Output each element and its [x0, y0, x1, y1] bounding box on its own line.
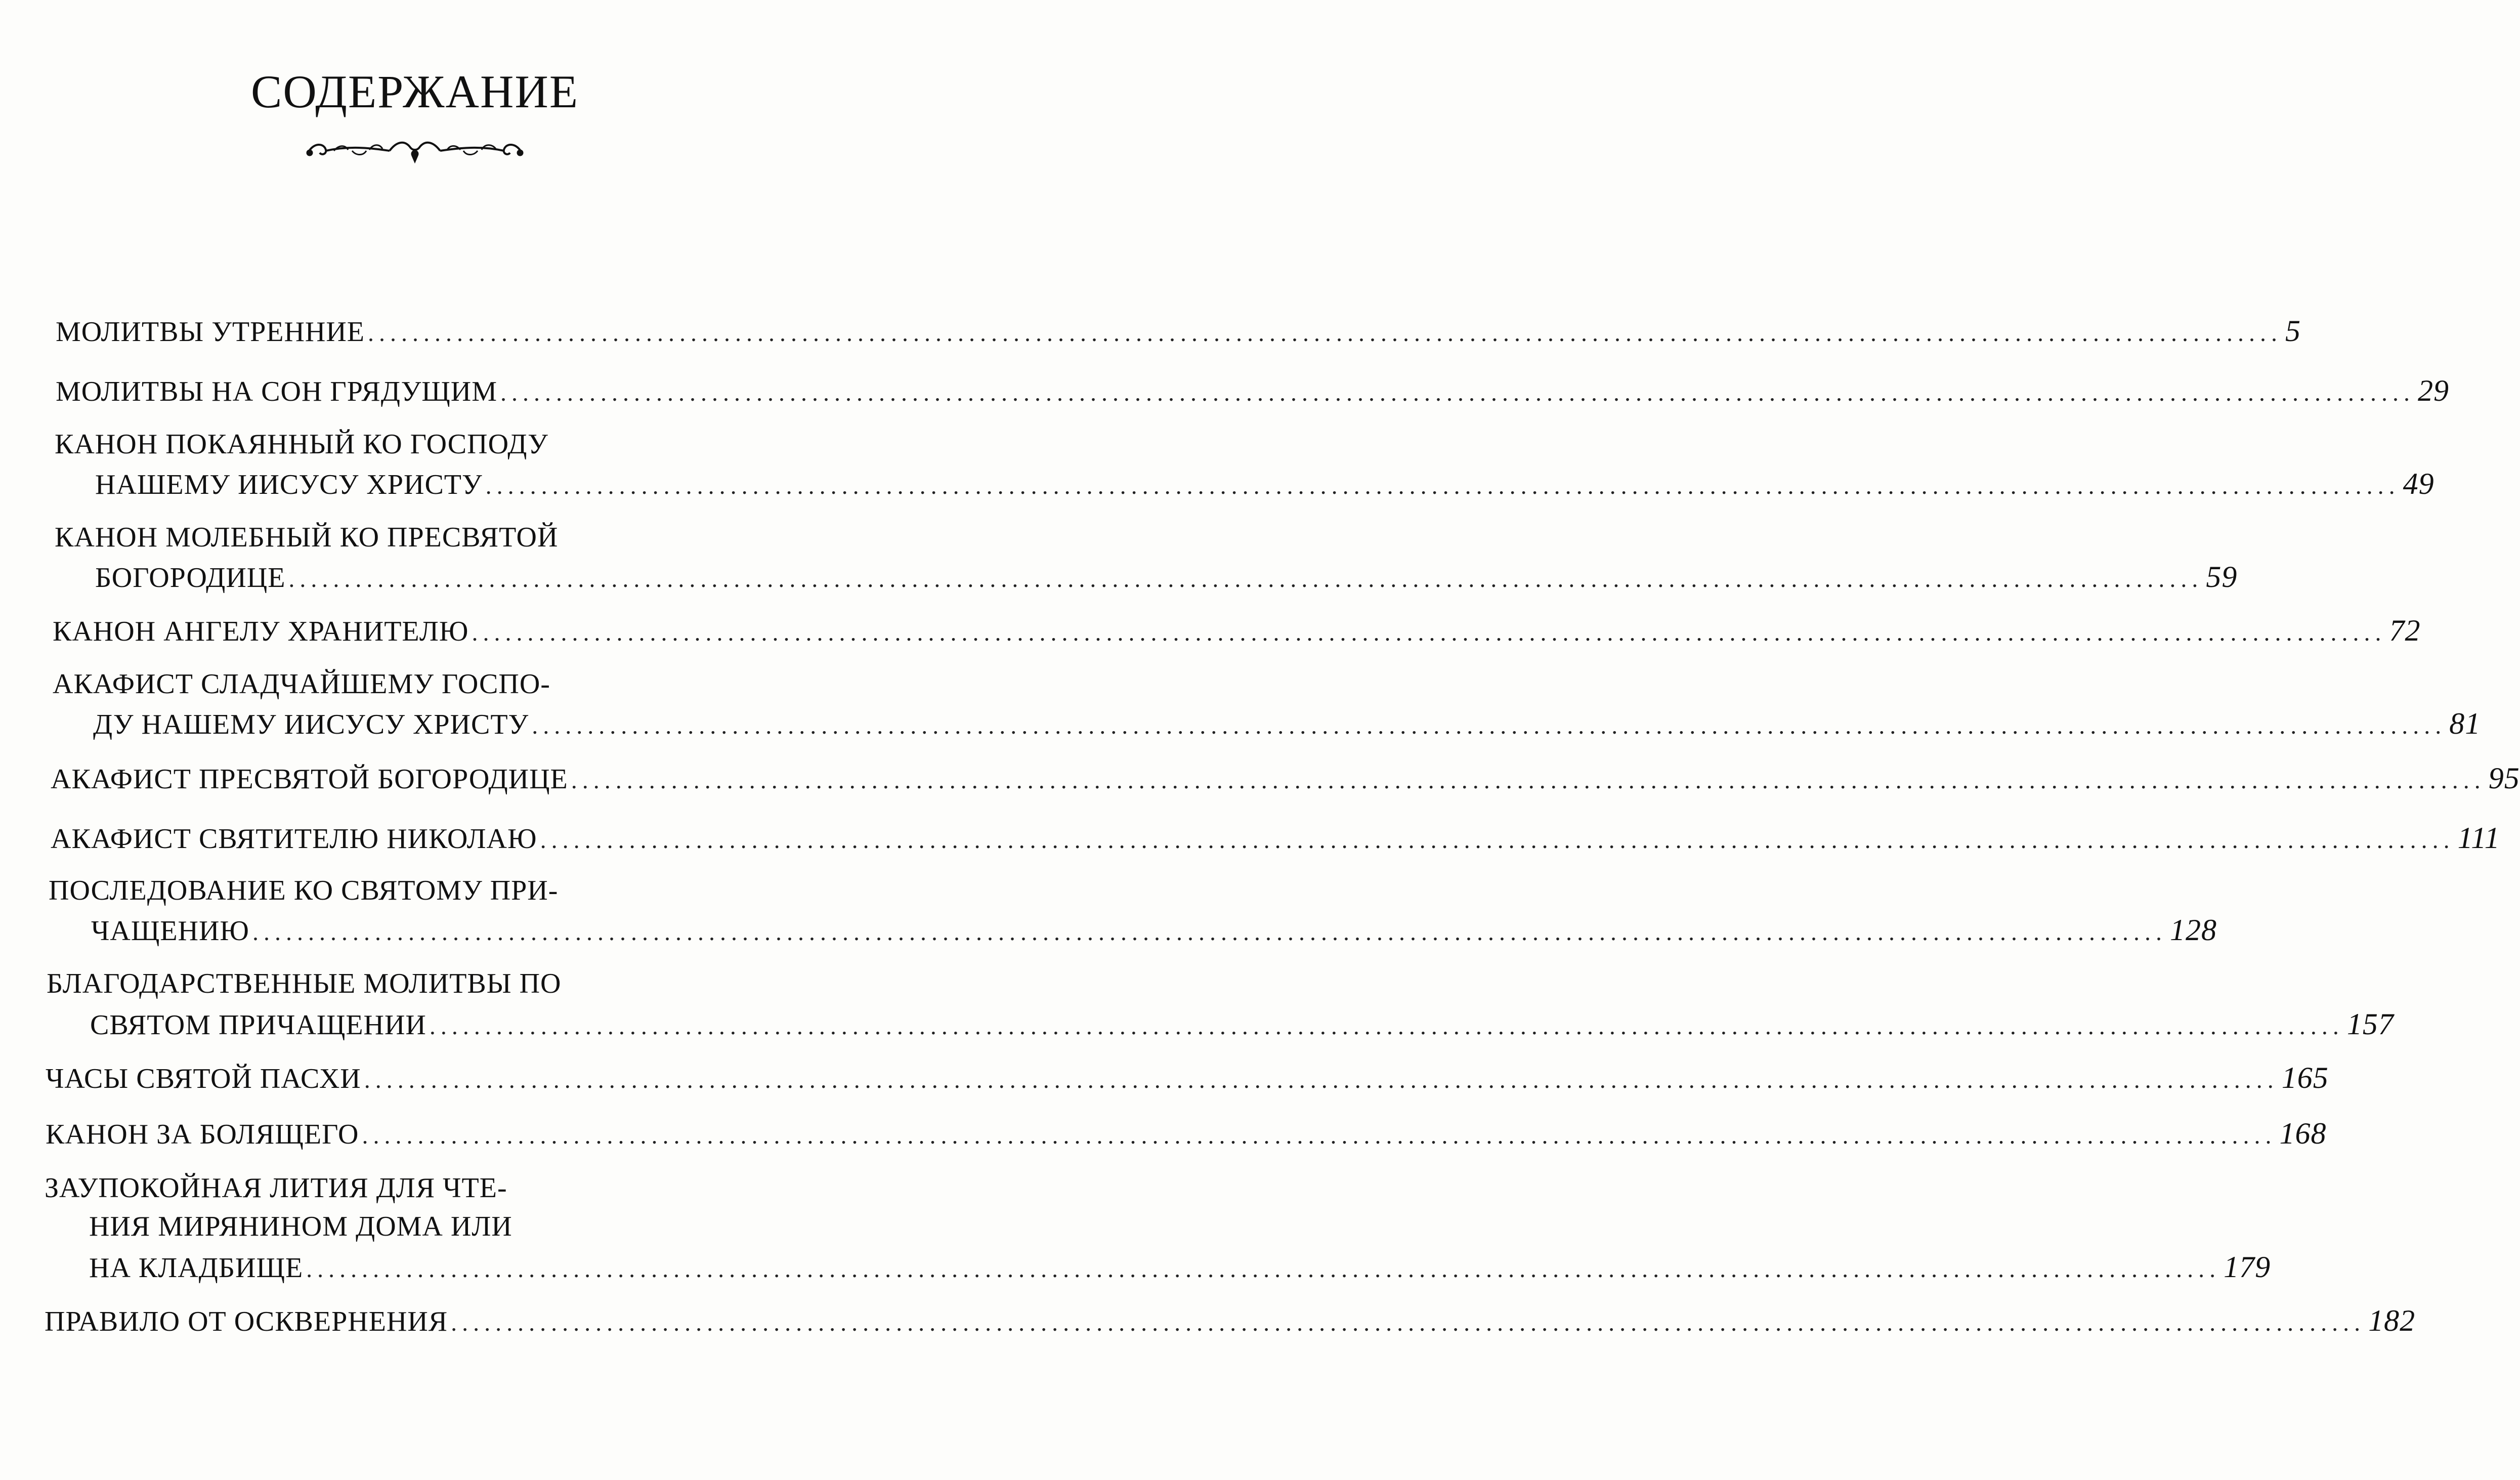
dot-leader: ............................................................................................................................................................................ [306, 1256, 2221, 1283]
toc-entry-title: ЗАУПОКОЙНАЯ ЛИТИЯ ДЛЯ ЧТЕ- [45, 1172, 507, 1204]
toc-page-number: 95 [2488, 762, 2520, 795]
toc-entry-title-continued: ДУ НАШЕМУ ИИСУСУ ХРИСТУ [93, 709, 529, 740]
toc-entry-title: БЛАГОДАРСТВЕННЫЕ МОЛИТВЫ ПО [47, 968, 562, 999]
toc-entry-title: КАНОН АНГЕЛУ ХРАНИТЕЛЮ [53, 616, 469, 647]
toc-line [46, 1061, 2329, 1097]
toc-entry-title: АКАФИСТ СЛАДЧАЙШЕМУ ГОСПО- [53, 668, 550, 700]
toc-line [95, 560, 2238, 596]
toc-entry-title-continued: ЧАЩЕНИЮ [91, 915, 249, 947]
page-title: СОДЕРЖАНИЕ [250, 66, 579, 117]
toc-entry-title: ПОСЛЕДОВАНИЕ КО СВЯТОМУ ПРИ- [49, 875, 559, 906]
toc-line [53, 613, 2421, 650]
toc-entry-title: КАНОН МОЛЕБНЫЙ КО ПРЕСВЯТОЙ [55, 522, 559, 553]
toc-page-number: 111 [2457, 821, 2500, 855]
toc-line [91, 913, 2217, 949]
toc-line [95, 467, 2434, 503]
toc-entry-title-continued: СВЯТОМ ПРИЧАЩЕНИИ [90, 1009, 426, 1041]
toc-line [45, 1303, 2416, 1340]
toc-page-number: 5 [2285, 314, 2301, 348]
toc-line [93, 706, 2481, 743]
dot-leader: ............................................................................................................................................................................ [364, 1067, 2279, 1093]
toc-entry-title-continued: НА КЛАДБИЩЕ [89, 1252, 304, 1284]
toc-page-number: 72 [2389, 614, 2421, 647]
toc-entry-title: МОЛИТВЫ НА СОН ГРЯДУЩИМ [56, 376, 497, 407]
dot-leader: ............................................................................................................................................................................ [540, 827, 2455, 854]
toc-page-number: 29 [2417, 374, 2449, 407]
dot-leader: ............................................................................................................................................................................ [451, 1309, 2366, 1336]
toc-page-number: 81 [2449, 707, 2481, 740]
toc-page-number: 179 [2224, 1250, 2271, 1284]
toc-page-number: 59 [2206, 560, 2238, 594]
toc-entry-title-continued: БОГОРОДИЦЕ [95, 562, 286, 594]
toc-entry-title-continued: НАШЕМУ ИИСУСУ ХРИСТУ [95, 469, 483, 500]
toc-line [51, 761, 2520, 797]
dot-leader: ............................................................................................................................................................................ [252, 919, 2167, 946]
dot-leader: ............................................................................................................................................................................ [500, 379, 2415, 406]
dot-leader: ............................................................................................................................................................................ [362, 1122, 2277, 1149]
toc-page-number: 165 [2281, 1061, 2329, 1094]
toc-entry-title: АКАФИСТ ПРЕСВЯТОЙ БОГОРОДИЦЕ [51, 764, 568, 795]
toc-page-number: 49 [2403, 467, 2434, 500]
dot-leader: ............................................................................................................................................................................ [368, 320, 2282, 347]
toc-line [90, 1007, 2394, 1043]
toc-page-number: 128 [2169, 913, 2217, 947]
toc-line [46, 1116, 2327, 1153]
dot-leader: ............................................................................................................................................................................ [288, 566, 2203, 593]
toc-entry-title: АКАФИСТ СВЯТИТЕЛЮ НИКОЛАЮ [51, 823, 537, 855]
dot-leader: ............................................................................................................................................................................ [571, 767, 2486, 794]
dot-leader: ............................................................................................................................................................................ [429, 1013, 2344, 1040]
toc-page-number: 182 [2368, 1304, 2416, 1337]
toc-entry-title: ПРАВИЛО ОТ ОСКВЕРНЕНИЯ [45, 1306, 448, 1337]
toc-page-number: 168 [2279, 1117, 2327, 1150]
toc-line [89, 1250, 2271, 1286]
toc-line [56, 373, 2449, 410]
toc-entry-title: ЧАСЫ СВЯТОЙ ПАСХИ [46, 1063, 361, 1094]
toc-entry-title: КАНОН ЗА БОЛЯЩЕГО [46, 1119, 359, 1150]
toc-line [51, 821, 2500, 857]
toc-entry-title: МОЛИТВЫ УТРЕННИЕ [56, 316, 365, 348]
toc-line [56, 314, 2301, 350]
dot-leader: ............................................................................................................................................................................ [485, 473, 2400, 499]
dot-leader: ............................................................................................................................................................................ [472, 619, 2386, 646]
toc-entry-title-continued: НИЯ МИРЯНИНОМ ДОМА ИЛИ [89, 1211, 512, 1242]
dot-leader: ............................................................................................................................................................................ [532, 712, 2447, 739]
toc-page-number: 157 [2346, 1007, 2394, 1041]
toc-entry-title: КАНОН ПОКАЯННЫЙ КО ГОСПОДУ [55, 429, 548, 460]
